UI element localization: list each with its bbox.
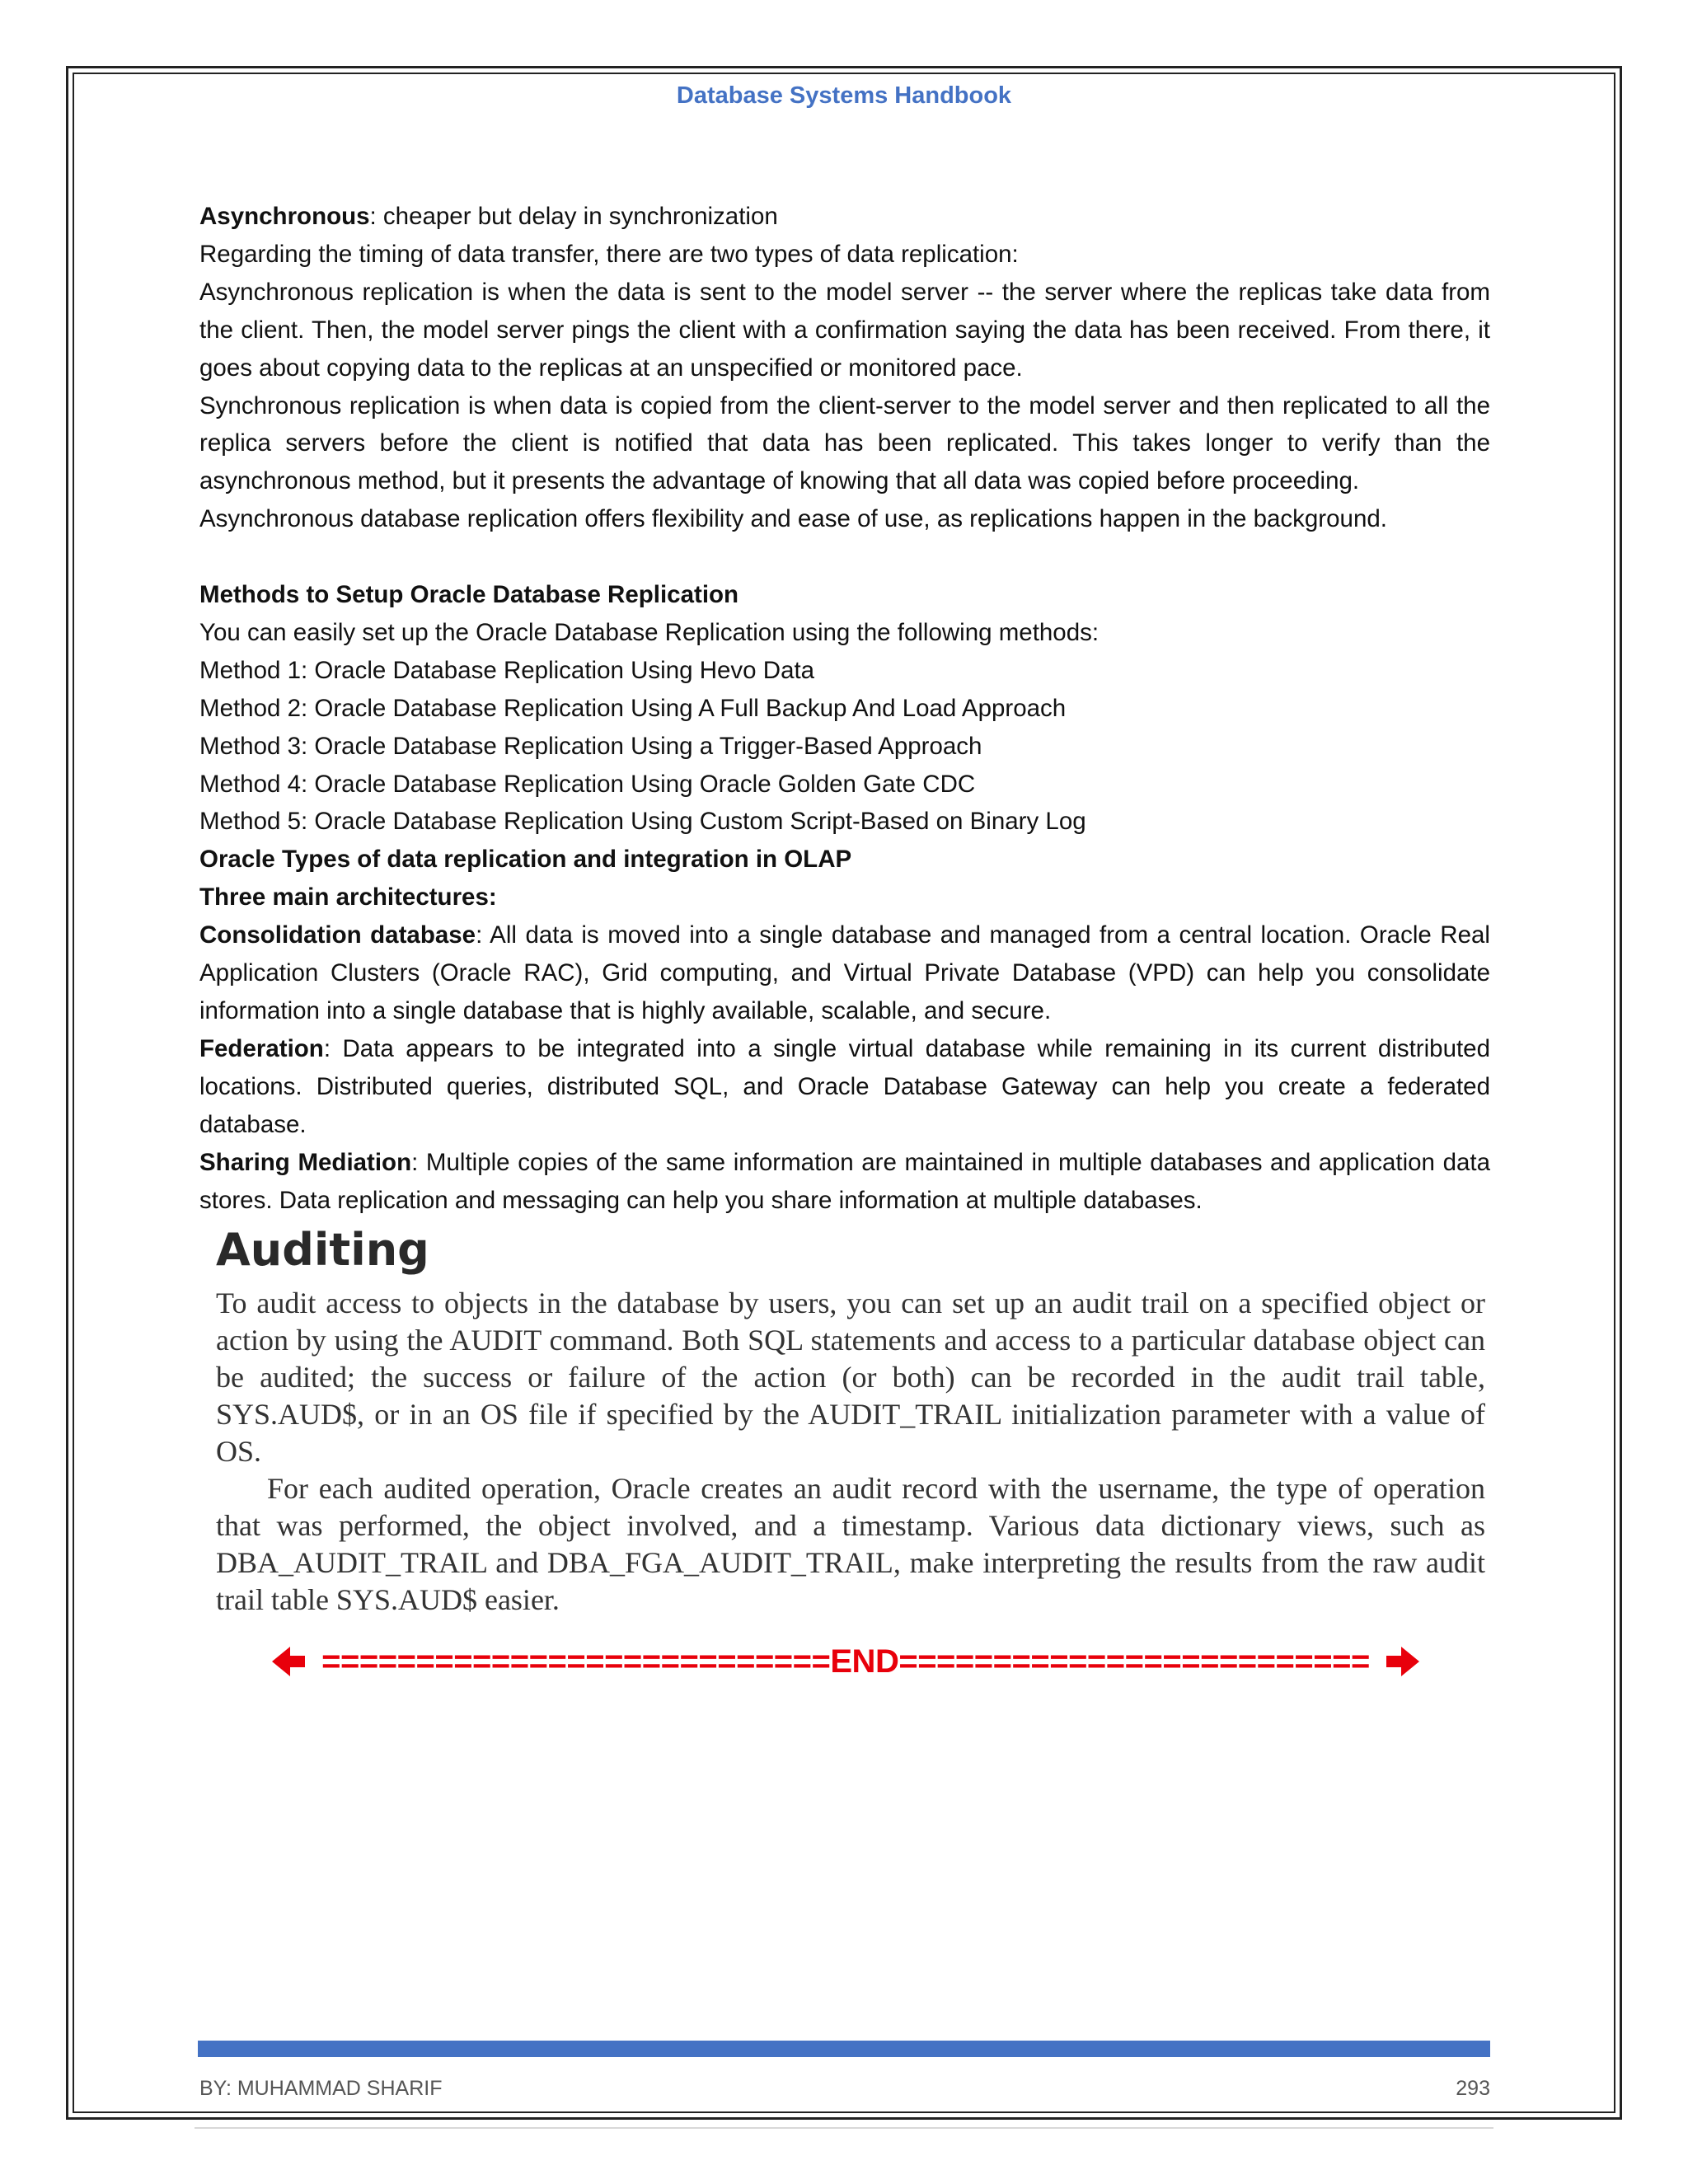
method-item-2: Method 2: Oracle Database Replication Using A Full Backup And Load Approach <box>199 694 1067 722</box>
federation-paragraph <box>199 1030 1490 1144</box>
arrow-right-icon <box>1385 1643 1421 1680</box>
method-item-3: Method 3: Oracle Database Replication Using a Trigger-Based Approach <box>199 732 982 760</box>
olap-heading: Oracle Types of data replication and integration in OLAP <box>199 846 852 874</box>
page-number: 293 <box>1456 2077 1490 2100</box>
timing-intro: Regarding the timing of data transfer, there are two types of data replication: <box>199 240 1019 268</box>
methods-heading: Methods to Setup Oracle Database Replication <box>199 581 739 609</box>
paragraph-gap <box>199 538 1490 576</box>
consolidation-term: Consolidation database <box>199 921 476 949</box>
consolidation-desc: : All data is moved into a single database and managed from a central location. Oracle Real Application Clusters (Oracle RAC), Grid computing, and Virtual Private Database (VPD) can help you consolidate information into a single database that is highly available, scalable, and secure. <box>199 921 1490 1025</box>
auditing-paragraph-1: To audit access to objects in the database by users, you can set up an audit trail on a specified object or action by using the AUDIT command. Both SQL statements and access to a particular database object can be audited; the success or failure of the action (or both) can be recorded in the audit trail table, SYS.AUD$, or in an OS file if specified by the AUDIT_TRAIL initialization parameter with a value of OS. <box>216 1286 1485 1468</box>
arrow-left-icon <box>270 1643 307 1680</box>
method-item-1: Method 1: Oracle Database Replication Using Hevo Data <box>199 656 815 684</box>
auditing-paragraph-2: For each audited operation, Oracle creates an audit record with the username, the type of operation that was performed, the object involved, and a timestamp. Various data dictionary views, such as DBA_AUDIT_TRAIL and DBA_FGA_AUDIT_TRAIL, make interpreting the results from the raw audit trail table SYS.AUD$ easier. <box>216 1472 1485 1616</box>
federation-term: Federation <box>199 1034 324 1062</box>
async-desc: : cheaper but delay in synchronization <box>369 203 778 230</box>
end-marker-text: ===========================END========================= <box>321 1643 1370 1680</box>
sharing-paragraph <box>199 1144 1490 1220</box>
page-shadow-line <box>195 2127 1493 2129</box>
sync-replication-paragraph: Synchronous replication is when data is copied from the client-server to the model server and then replicated to all the replica servers before the client is notified that data has been replicated. This takes longer to verify than the asynchronous method, but it presents the advantage of knowing that all data was copied before proceeding. <box>199 391 1490 495</box>
architectures-heading: Three main architectures: <box>199 883 497 912</box>
methods-intro: You can easily set up the Oracle Database Replication using the following methods: <box>199 618 1100 646</box>
sharing-term: Sharing Mediation <box>199 1148 412 1176</box>
consolidation-paragraph <box>199 916 1490 1030</box>
auditing-excerpt <box>216 1224 1485 1619</box>
async-benefit: Asynchronous database replication offers flexibility and ease of use, as replications happen in the background. <box>199 505 1387 533</box>
footer-author: BY: MUHAMMAD SHARIF <box>199 2077 443 2100</box>
header-title: Database Systems Handbook <box>676 82 1012 109</box>
footer-divider-bar <box>198 2041 1490 2057</box>
async-replication-paragraph: Asynchronous replication is when the data is sent to the model server -- the server where the replicas take data from the client. Then, the model server pings the client with a confirmation saying the data has been received. From there, it goes about copying data to the replicas at an unspecified or monitored pace. <box>199 278 1490 382</box>
method-item-5: Method 5: Oracle Database Replication Using Custom Script-Based on Binary Log <box>199 808 1086 836</box>
main-content <box>199 198 1490 1219</box>
end-banner <box>270 1640 1421 1683</box>
federation-desc: : Data appears to be integrated into a single virtual database while remaining in its current distributed locations. Distributed queries, distributed SQL, and Oracle Database Gateway can help you create a federated database. <box>199 1034 1490 1138</box>
auditing-heading: Auditing <box>216 1224 429 1276</box>
sharing-desc: : Multiple copies of the same information are maintained in multiple databases and application data stores. Data replication and messaging can help you share information at multiple databases. <box>199 1148 1490 1214</box>
async-term: Asynchronous <box>199 203 370 230</box>
async-line <box>199 198 1490 236</box>
method-item-4: Method 4: Oracle Database Replication Using Oracle Golden Gate CDC <box>199 770 976 798</box>
